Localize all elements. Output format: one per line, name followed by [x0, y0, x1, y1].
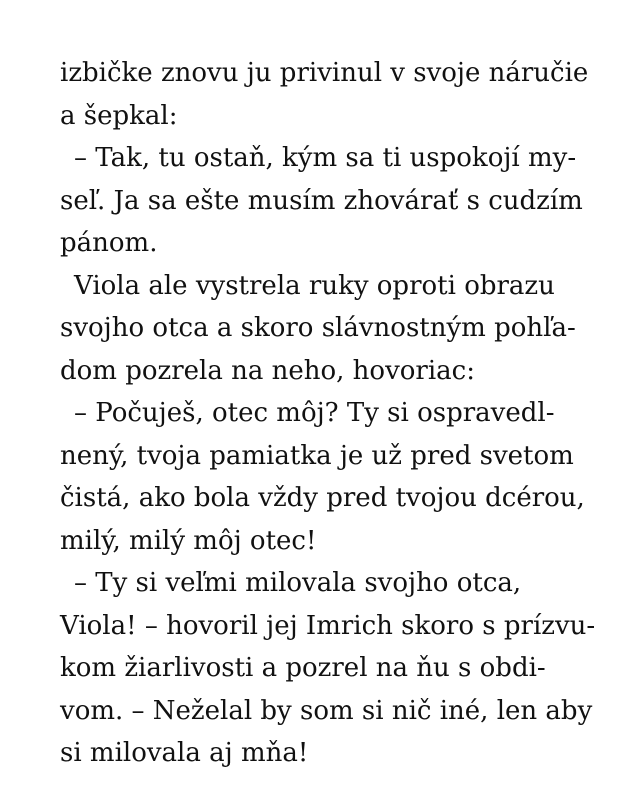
text-line: – Počuješ, otec môj? Ty si ospravedl-: [74, 398, 555, 428]
body-text: [60, 52, 640, 775]
text-line: – Tak, tu ostaň, kým sa ti uspokojí my-: [74, 143, 577, 173]
text-line: milý, milý môj otec!: [60, 525, 317, 556]
text-line: – Ty si veľmi milovala svojho otca,: [74, 568, 522, 598]
text-line: Viola! – hovoril jej Imrich skoro s prízvu-: [60, 610, 596, 641]
text-line: kom žiarlivosti a pozrel na ňu s obdi-: [60, 653, 546, 683]
text-line: seľ. Ja sa ešte musím zhovárať s cudzím: [60, 185, 583, 216]
text-line: nený, tvoja pamiatka je už pred svetom: [60, 440, 574, 471]
text-line: vom. – Neželal by som si nič iné, len aby: [60, 695, 593, 726]
text-line: pánom.: [60, 228, 158, 258]
text-line: Viola ale vystrela ruky oproti obrazu: [74, 270, 555, 301]
text-line: čistá, ako bola vždy pred tvojou dcérou,: [60, 483, 585, 513]
text-line: dom pozrela na neho, hovoriac:: [60, 355, 475, 386]
text-line: si milovala aj mňa!: [60, 738, 309, 768]
text-line: a šepkal:: [60, 100, 178, 131]
text-line: svojho otca a skoro slávnostným pohľa-: [60, 313, 576, 343]
text-line: izbičke znovu ju privinul v svoje náručie: [60, 58, 589, 88]
